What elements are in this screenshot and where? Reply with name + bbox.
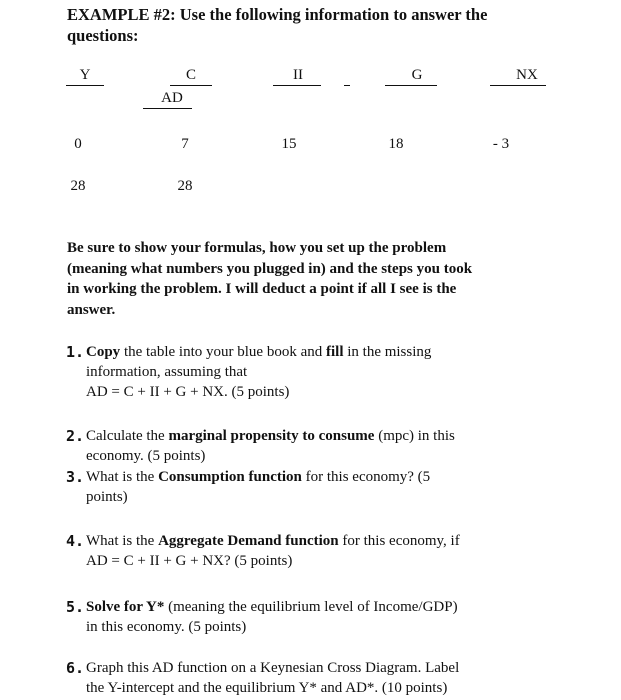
question-5-line-2: in this economy. (5 points) bbox=[86, 619, 247, 635]
question-1 bbox=[66, 342, 566, 402]
question-1-line-3: AD = C + II + G + NX. (5 points) bbox=[86, 384, 290, 400]
question-1-line-2: information, assuming that bbox=[86, 364, 248, 380]
question-2-number: 2. bbox=[66, 427, 85, 445]
q1-text-b: in the missing bbox=[343, 344, 432, 360]
q1-text-a: the table into your blue book and bbox=[120, 344, 326, 360]
instructions-note bbox=[67, 238, 557, 320]
row1-nx: - 3 bbox=[492, 136, 510, 152]
q4-text-a: What is the bbox=[86, 533, 159, 549]
header-nx: NX bbox=[516, 67, 538, 83]
question-2-line-2: economy. (5 points) bbox=[86, 448, 206, 464]
note-line-4: answer. bbox=[67, 301, 116, 318]
q5-solve: Solve for Y* bbox=[86, 599, 165, 615]
q3-text-a: What is the bbox=[86, 469, 159, 485]
question-6-line-1: Graph this AD function on a Keynesian Cross Diagram. Label bbox=[86, 660, 460, 676]
question-4-line-1 bbox=[86, 531, 566, 551]
q3-consumption: Consumption function bbox=[158, 469, 302, 485]
header-c-underline bbox=[170, 85, 212, 86]
question-2-line-1 bbox=[86, 426, 566, 446]
question-6-line-2: the Y-intercept and the equilibrium Y* and AD*. (10 points) bbox=[86, 680, 448, 696]
header-g: G bbox=[411, 67, 423, 83]
question-6 bbox=[66, 658, 566, 698]
question-5 bbox=[66, 597, 566, 637]
header-g-underline bbox=[385, 85, 437, 86]
header-ii-underline bbox=[273, 85, 321, 86]
q3-text-b: for this economy? (5 bbox=[301, 469, 431, 485]
row1-g: 18 bbox=[388, 136, 404, 152]
question-3 bbox=[66, 467, 566, 507]
question-4-number: 4. bbox=[66, 532, 85, 550]
question-3-number: 3. bbox=[66, 468, 85, 486]
q1-fill: fill bbox=[325, 344, 344, 360]
question-4 bbox=[66, 531, 566, 571]
q4-ad-function: Aggregate Demand function bbox=[158, 533, 339, 549]
question-6-number: 6. bbox=[66, 659, 85, 677]
page-title bbox=[67, 4, 587, 46]
question-1-line-1 bbox=[86, 342, 566, 362]
q2-mpc: marginal propensity to consume bbox=[168, 428, 375, 444]
q2-text-b: (mpc) in this bbox=[374, 428, 455, 444]
q1-copy: Copy bbox=[86, 344, 121, 360]
question-2 bbox=[66, 426, 566, 466]
question-5-number: 5. bbox=[66, 598, 85, 616]
header-ad-underline bbox=[143, 108, 192, 109]
question-3-line-2: points) bbox=[86, 489, 128, 505]
question-1-number: 1. bbox=[66, 343, 85, 361]
header-ad: AD bbox=[161, 90, 183, 106]
note-line-2: (meaning what numbers you plugged in) and the steps you took bbox=[67, 260, 473, 277]
question-5-line-1 bbox=[86, 597, 566, 617]
header-y-underline bbox=[66, 85, 104, 86]
header-nx-underline bbox=[490, 85, 546, 86]
q2-text-a: Calculate the bbox=[86, 428, 169, 444]
header-dash bbox=[344, 85, 350, 86]
header-y: Y bbox=[79, 67, 91, 83]
q5-text-a: (meaning the equilibrium level of Income/GDP) bbox=[164, 599, 458, 615]
question-3-line-1 bbox=[86, 467, 566, 487]
row1-y: 0 bbox=[74, 136, 82, 152]
title-line-1: EXAMPLE #2: Use the following information to answer the bbox=[67, 5, 488, 24]
q4-text-b: for this economy, if bbox=[338, 533, 460, 549]
note-line-3: in working the problem. I will deduct a point if all I see is the bbox=[67, 281, 457, 297]
header-ii: II bbox=[293, 67, 303, 83]
note-line-1: Be sure to show your formulas, how you set up the problem bbox=[67, 240, 447, 256]
row2-y: 28 bbox=[70, 178, 86, 194]
row1-c: 7 bbox=[181, 136, 189, 152]
title-line-2: questions: bbox=[67, 26, 139, 45]
row1-ii: 15 bbox=[281, 136, 297, 152]
row2-c: 28 bbox=[177, 178, 193, 194]
header-c: C bbox=[185, 67, 196, 83]
question-4-line-2: AD = C + II + G + NX? (5 points) bbox=[86, 553, 293, 569]
